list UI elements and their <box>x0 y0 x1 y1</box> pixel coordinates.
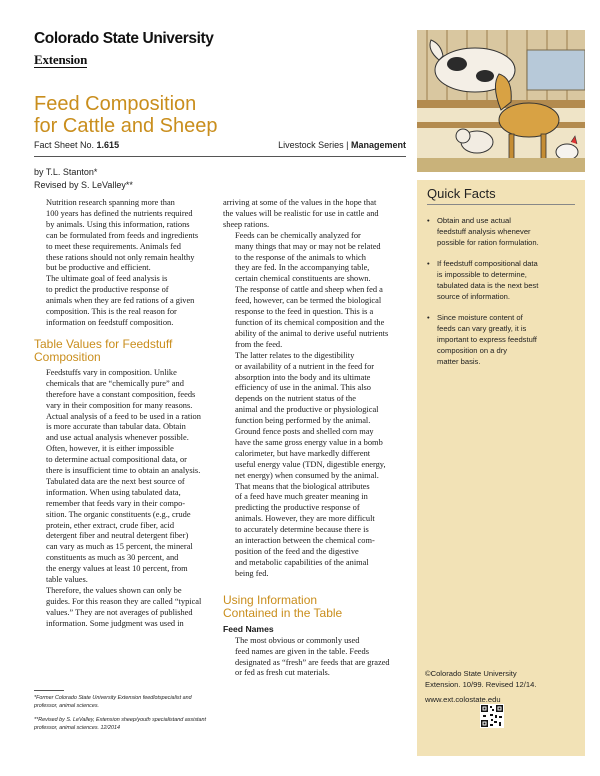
text-line: can vary as much as 15 percent, the mineral <box>46 542 193 552</box>
text-line: vary in their composition for many reasons. <box>46 400 193 410</box>
text-line: arriving at some of the values in the hope that <box>223 198 377 207</box>
text-line: animals when they are fed rations of a given <box>46 296 195 306</box>
text-line: composition. This is the real reason for <box>46 307 177 317</box>
text-line: to accurately determine because there is <box>235 525 369 535</box>
text-line: composition on a dry <box>437 346 508 355</box>
text-line: feed names are given in the table. Feeds <box>235 646 369 656</box>
text-line: specialist and professor, animal sciences. <box>34 695 192 709</box>
text-line: but be productive and efficient. <box>46 263 151 273</box>
paragraph <box>34 444 208 586</box>
text-line: there is insufficient time to obtain an analysis. <box>46 466 201 476</box>
fact-sheet-line <box>34 140 406 150</box>
text-line: function being performed by the animal. <box>235 416 371 426</box>
quick-facts-list <box>427 215 575 367</box>
text-line: Using Information <box>223 592 318 607</box>
text-line: or fed as fresh cut materials. <box>235 668 330 678</box>
qr-code-icon <box>480 704 504 728</box>
text-line: ability of the animal to derive useful nutrients <box>235 328 389 338</box>
text-line: function of its chemical composition and the <box>235 317 385 327</box>
title-line: for Cattle and Sheep <box>34 115 218 137</box>
text-line: chemicals that are “chemically pure” and <box>46 378 184 388</box>
text-line: Ground fence posts and shelled corn may <box>235 427 374 437</box>
copyright-line: Extension. 10/99. Revised 12/14. <box>425 680 537 689</box>
barn-animals-icon <box>417 30 585 172</box>
series-name: Management <box>350 140 406 150</box>
text-line: depends on the nutrient status of the <box>235 394 356 404</box>
text-line: response to the feed in question. This is a <box>235 307 374 317</box>
text-line: information. When using tabulated data, <box>46 487 181 497</box>
text-line: net energy) when consumed by the animal. <box>235 470 379 480</box>
footnote <box>34 716 212 732</box>
text-line: animal and the productive or physiological <box>235 405 379 415</box>
paragraph <box>34 198 208 274</box>
text-line: The most obvious or commonly used <box>235 635 360 645</box>
quick-fact-item <box>427 215 575 248</box>
text-line: predicting the productive response of <box>235 503 360 513</box>
text-line: The ultimate goal of feed analysis is <box>46 274 168 284</box>
quick-facts-heading: Quick Facts <box>427 186 496 201</box>
footnote <box>34 694 212 710</box>
text-line: Composition <box>34 349 101 364</box>
text-line: The latter relates to the digestibility <box>235 350 355 360</box>
quick-fact-item <box>427 258 575 302</box>
text-line: feedstuff analysis whenever <box>437 227 531 236</box>
paragraph <box>223 351 401 482</box>
text-line: they are fed. In the accompanying table, <box>235 263 370 273</box>
text-line: • Obtain and use actual <box>437 216 511 225</box>
text-line: Nutrition research spanning more than <box>46 198 175 207</box>
text-line: protein, ether extract, crude fiber, acid <box>46 520 175 530</box>
text-line: values.” They are not averages of published <box>46 607 193 617</box>
text-line: Actual analysis of a feed to be used in a ration <box>46 411 201 421</box>
section-heading-using-info <box>223 594 401 620</box>
text-line: feed, however, can be termed the biological <box>235 296 382 306</box>
extension-website-link[interactable]: www.ext.colostate.edu <box>425 695 501 704</box>
text-line: information on feedstuff composition. <box>46 317 174 327</box>
text-line: That means that the biological attributes <box>235 481 370 491</box>
text-line: 100 years has defined the nutrients required <box>46 208 193 218</box>
text-line: important to express feedstuff <box>437 335 537 344</box>
text-line: is more accurate than tabular data. Obtain <box>46 422 186 432</box>
text-line: sheep rations. <box>223 219 270 229</box>
text-line: animals. However, they are more difficult <box>235 514 375 524</box>
text-line: of a feed have much greater meaning in <box>235 492 368 502</box>
text-line: therefore have a constant composition, feeds <box>46 389 196 399</box>
text-line: Contained in the Table <box>223 605 343 620</box>
reviser-line: Revised by S. LeValley** <box>34 180 133 190</box>
text-line: Tabulated data are the next best source of <box>46 476 185 486</box>
text-line: source of information. <box>437 292 511 301</box>
text-line: **Revised by S. LeValley, Extension sheep/youth specialist <box>34 717 175 723</box>
text-line: and assistant professor, animal sciences. 12/2014 <box>34 717 207 731</box>
text-line: to meet these requirements. Animals fed <box>46 241 181 251</box>
text-line: is impossible to determine, <box>437 270 527 279</box>
text-line: the values will be realistic for use in cattle and <box>223 208 379 218</box>
body-column-left <box>34 198 208 630</box>
paragraph <box>223 231 401 351</box>
series-label <box>278 140 406 150</box>
text-line: Often, however, it is either impossible <box>46 444 174 454</box>
text-line: and use actual analysis whenever possible. <box>46 433 189 443</box>
text-line: these rations should not only remain healthy <box>46 252 195 262</box>
series-prefix: Livestock Series | <box>278 140 349 150</box>
section-heading-table-values <box>34 338 208 364</box>
text-line: guides. For this reason they are called “typical <box>46 596 202 606</box>
copyright-block <box>425 668 575 705</box>
paragraph <box>34 368 208 444</box>
text-line: from the feed. <box>235 339 283 349</box>
text-line: Feedstuffs vary in composition. Unlike <box>46 367 177 377</box>
text-line: the energy values at least 10 percent, from <box>46 564 188 574</box>
footnote-rule <box>34 690 64 691</box>
text-line: feeds can vary greatly, it is <box>437 324 527 333</box>
text-line: constituents as much as 30 percent, and <box>46 553 179 563</box>
text-line: tabulated data is the next best <box>437 281 539 290</box>
title-line: Feed Composition <box>34 93 197 115</box>
text-line: Feeds can be chemically analyzed for <box>235 230 361 240</box>
text-line: can be formulated from feeds and ingredients <box>46 230 199 240</box>
paragraph <box>34 274 208 329</box>
text-line: absorption into the body and its ultimate <box>235 372 371 382</box>
author-line: by T.L. Stanton* <box>34 167 98 177</box>
text-line: to predict the productive response of <box>46 285 169 295</box>
text-line: useful energy value (TDN, digestible energy, <box>235 459 386 469</box>
text-line: or availability of a nutrient in the feed for <box>235 361 375 371</box>
footnotes <box>34 694 212 738</box>
text-line: calorimeter, but have markedly different <box>235 448 371 458</box>
text-line: position of the feed and the digestive <box>235 547 359 556</box>
text-line: and metabolic capabilities of the animal <box>235 557 369 567</box>
paragraph <box>223 482 401 580</box>
text-line: • If feedstuff compositional data <box>437 259 538 268</box>
text-line: sition. The organic constituents (e.g., crude <box>46 509 191 519</box>
fact-sheet-label: Fact Sheet No. <box>34 140 95 150</box>
university-name: Colorado State University <box>34 30 214 47</box>
text-line: remember that feeds vary in their compo- <box>46 498 186 508</box>
paragraph <box>223 198 401 231</box>
livestock-illustration <box>417 30 585 172</box>
text-line: many things that may or may not be related <box>235 241 381 251</box>
paragraph <box>34 586 208 630</box>
text-line: Therefore, the values shown can only be <box>46 586 182 595</box>
quick-fact-item <box>427 312 575 367</box>
text-line: have the same gross energy value in a bomb <box>235 437 383 447</box>
text-line: • Since moisture content of <box>437 313 523 322</box>
text-line: table values. <box>46 575 88 585</box>
page-title <box>34 93 217 137</box>
text-line: designated as “fresh” are feeds that are grazed <box>235 657 390 667</box>
text-line: *Former Colorado State University Extension feedlot <box>34 695 159 701</box>
text-line: by animals. Using this information, rations <box>46 219 190 229</box>
text-line: being fed. <box>235 568 269 578</box>
header-rule <box>34 156 406 157</box>
extension-wordmark: Extension <box>34 52 88 67</box>
text-line: to the response of the animals to which <box>235 252 366 262</box>
byline <box>34 166 133 192</box>
text-line: matter basis. <box>437 357 481 366</box>
text-line: an interaction between the chemical com- <box>235 536 375 546</box>
text-line: to determine actual compositional data, or <box>46 455 187 465</box>
text-line: detergent fiber and neutral detergent fiber) <box>46 531 189 541</box>
text-line: Table Values for Feedstuff <box>34 336 173 351</box>
text-line: possible for ration formulation. <box>437 238 539 247</box>
fact-sheet-number: 1.615 <box>96 140 120 150</box>
subheading-feed-names: Feed Names <box>223 623 274 634</box>
body-column-middle <box>223 198 401 679</box>
text-line: efficiency of use in the animal. This also <box>235 383 371 393</box>
text-line: certain chemical constituents are shown. <box>235 274 371 284</box>
quick-facts-rule <box>427 204 575 205</box>
text-line: information. Some judgment was used in <box>46 618 184 628</box>
text-line: The response of cattle and sheep when fed a <box>235 285 383 295</box>
paragraph <box>223 636 401 680</box>
copyright-line: ©Colorado State University <box>425 669 517 678</box>
